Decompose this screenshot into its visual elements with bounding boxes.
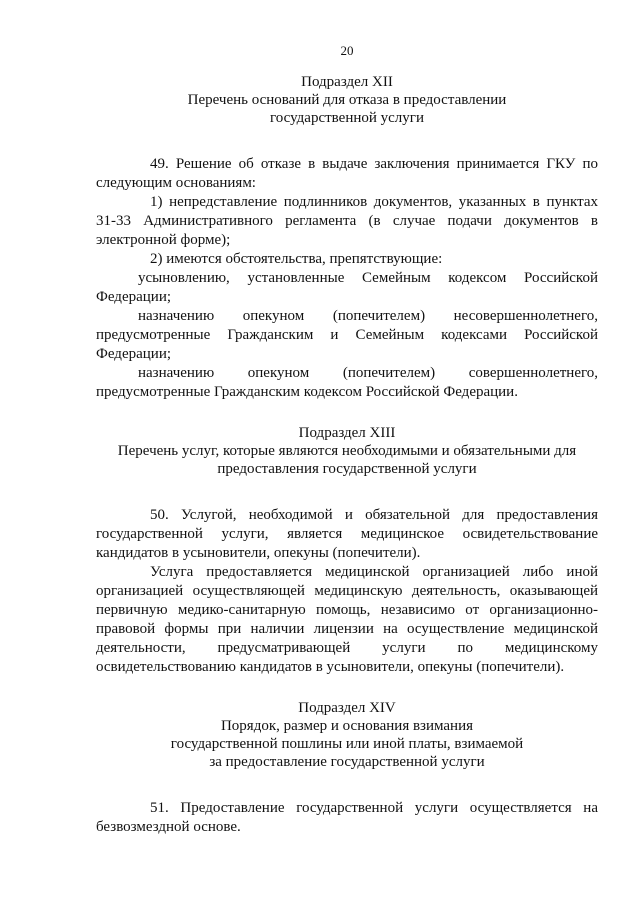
p49-intro: 49. Решение об отказе в выдаче заключения принимается ГКУ по следующим основаниям: — [96, 156, 598, 191]
section-title-line: за предоставление государственной услуги — [209, 754, 485, 770]
p49-sub-3: назначению опекуном (попечителем) совершеннолетнего, предусмотренные Гражданским кодексом Российской Федерации. — [96, 365, 598, 400]
section-13-header — [96, 424, 598, 478]
section-title-line: государственной услуги — [270, 110, 424, 126]
section-title-line: предоставления государственной услуги — [217, 461, 477, 477]
section-heading: Подраздел XII — [301, 74, 393, 90]
section-title-line: Порядок, размер и основания взимания — [220, 718, 474, 734]
section-title-line: государственной пошлины или иной платы, взимаемой — [170, 736, 524, 752]
section-12-header — [96, 73, 598, 127]
section-heading: Подраздел XIII — [298, 425, 396, 441]
p49-sub-1: усыновлению, установленные Семейным кодексом Российской Федерации; — [96, 270, 598, 305]
section-heading: Подраздел XIV — [298, 700, 396, 716]
page-number: 20 — [340, 43, 354, 58]
paragraph-51 — [96, 799, 598, 837]
paragraph-50 — [96, 506, 598, 677]
section-title-line: Перечень оснований для отказа в предоставлении — [187, 92, 507, 108]
p49-item-2: 2) имеются обстоятельства, препятствующие: — [150, 251, 443, 267]
p51-text: 51. Предоставление государственной услуги осуществляется на безвозмездной основе. — [96, 800, 598, 835]
paragraph-49 — [96, 155, 598, 402]
p50-text-1: 50. Услугой, необходимой и обязательной для предоставления государственной услуги, является медицинское освидетельствование кандидатов в усыновители, опекуны (попечители). — [96, 507, 598, 561]
p50-text-2: Услуга предоставляется медицинской организацией либо иной организацией осуществляющей медицинскую деятельность, оказывающей первичную медико-санитарную помощь, независимо от организационно-правовой формы при наличии лицензии на осуществление медицинской деятельности, предусматривающей услуги по медицинскому освидетельствованию кандидатов в усыновители, опекуны (попечители). — [96, 564, 598, 675]
p49-item-1: 1) непредставление подлинников документов, указанных в пунктах 31-33 Административного регламента (в случае подачи документов в электронной форме); — [96, 194, 598, 248]
section-title-line: Перечень услуг, которые являются необходимыми и обязательными для — [117, 443, 577, 459]
p49-sub-2: назначению опекуном (попечителем) несовершеннолетнего, предусмотренные Гражданским и Семейным кодексами Российской Федерации; — [96, 308, 598, 362]
section-14-header — [96, 699, 598, 771]
